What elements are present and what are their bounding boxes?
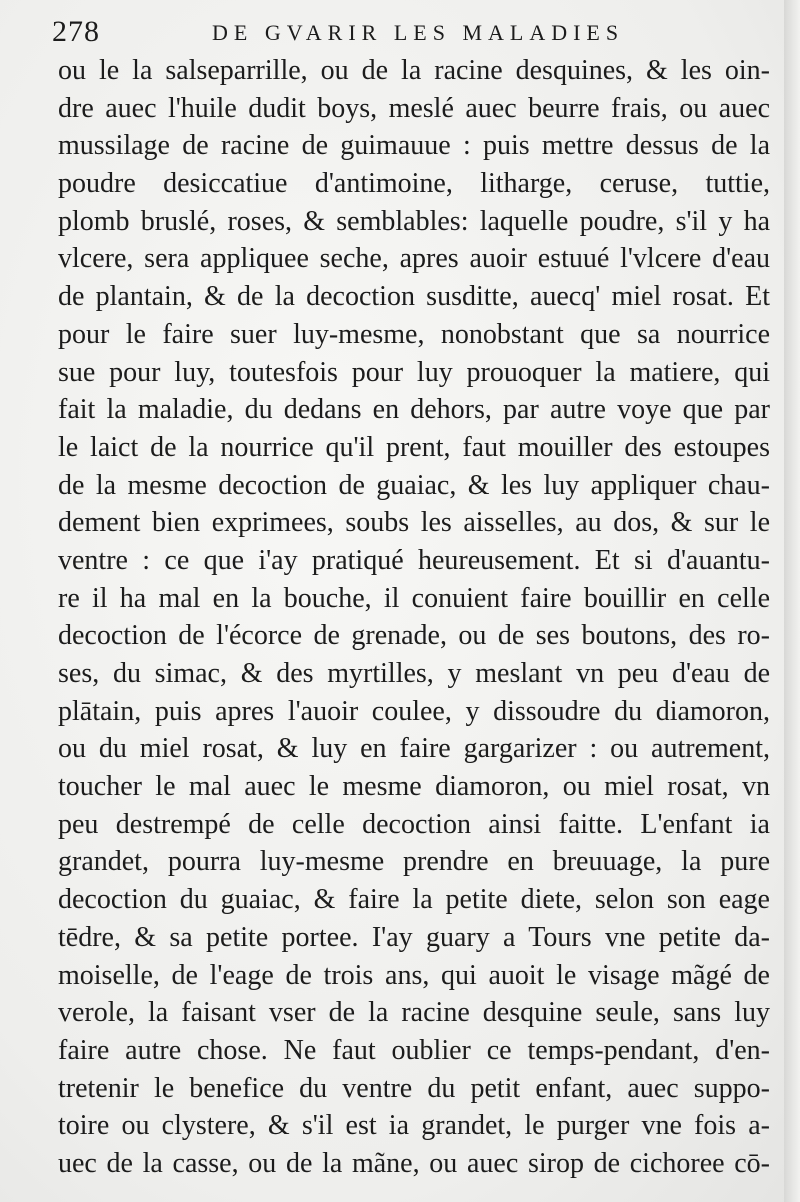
body-text — [58, 52, 770, 1183]
page-gutter — [784, 0, 800, 1202]
text-line: pour le faire suer luy-mesme, nonobstant que sa nourrice — [58, 318, 770, 350]
text-line: plātain, puis apres l'auoir coulee, y dissoudre du diamoron, — [58, 695, 770, 727]
text-line: le laict de la nourrice qu'il prent, faut mouiller des estoupes — [58, 431, 770, 463]
text-line: dre auec l'huile dudit boys, meslé auec beurre frais, ou auec — [58, 92, 770, 124]
page-number: 278 — [52, 15, 100, 48]
text-line: toucher le mal auec le mesme diamoron, ou miel rosat, vn — [58, 771, 770, 803]
text-line: plomb bruslé, roses, & semblables: laquelle poudre, s'il y ha — [58, 205, 770, 237]
text-line: mussilage de racine de guimauue : puis mettre dessus de la — [58, 130, 770, 162]
text-line: sue pour luy, toutesfois pour luy prouoquer la matiere, qui — [58, 356, 770, 388]
text-line: uec de la casse, ou de la mãne, ou auec sirop de cichoree cō- — [58, 1147, 770, 1179]
text-line: tēdre, & sa petite portee. I'ay guary a Tours vne petite da- — [58, 921, 770, 953]
text-line: ou du miel rosat, & luy en faire gargarizer : ou autrement, — [58, 733, 770, 765]
page-header — [52, 14, 772, 50]
text-line: peu destrempé de celle decoction ainsi faitte. L'enfant ia — [58, 808, 770, 840]
text-line: de la mesme decoction de guaiac, & les luy appliquer chau- — [58, 469, 770, 501]
text-line: dement bien exprimees, soubs les aisselles, au dos, & sur le — [58, 507, 770, 539]
text-line: ventre : ce que i'ay pratiqué heureusement. Et si d'auantu- — [58, 544, 770, 576]
text-line: verole, la faisant vser de la racine desquine seule, sans luy — [58, 997, 770, 1029]
text-line: ses, du simac, & des myrtilles, y meslant vn peu d'eau de — [58, 658, 770, 689]
text-line: toire ou clystere, & s'il est ia grandet, le purger vne fois a- — [58, 1110, 770, 1142]
text-line: vlcere, sera appliquee seche, apres auoir estuué l'vlcere d'eau — [58, 243, 770, 275]
text-line: faire autre chose. Ne faut oublier ce temps-pendant, d'en- — [58, 1034, 770, 1066]
text-line: moiselle, de l'eage de trois ans, qui auoit le visage mãgé de — [58, 959, 770, 991]
text-line: decoction de l'écorce de grenade, ou de ses boutons, des ro- — [58, 620, 770, 652]
text-line: poudre desiccatiue d'antimoine, litharge, ceruse, tuttie, — [58, 168, 770, 200]
text-line: decoction du guaiac, & faire la petite diete, selon son eage — [58, 884, 770, 916]
text-line: grandet, pourra luy-mesme prendre en breuuage, la pure — [58, 846, 770, 878]
text-line: fait la maladie, du dedans en dehors, par autre voye que par — [58, 394, 770, 426]
running-head: DE GVARIR LES MALADIES — [212, 20, 625, 45]
text-line: tretenir le benefice du ventre du petit enfant, auec suppo- — [58, 1072, 770, 1104]
text-line: de plantain, & de la decoction susditte, auecq' miel rosat. Et — [58, 281, 770, 313]
text-line: ou le la salseparrille, ou de la racine desquines, & les oin- — [58, 55, 770, 86]
text-line: re il ha mal en la bouche, il conuient faire bouillir en celle — [58, 582, 770, 614]
